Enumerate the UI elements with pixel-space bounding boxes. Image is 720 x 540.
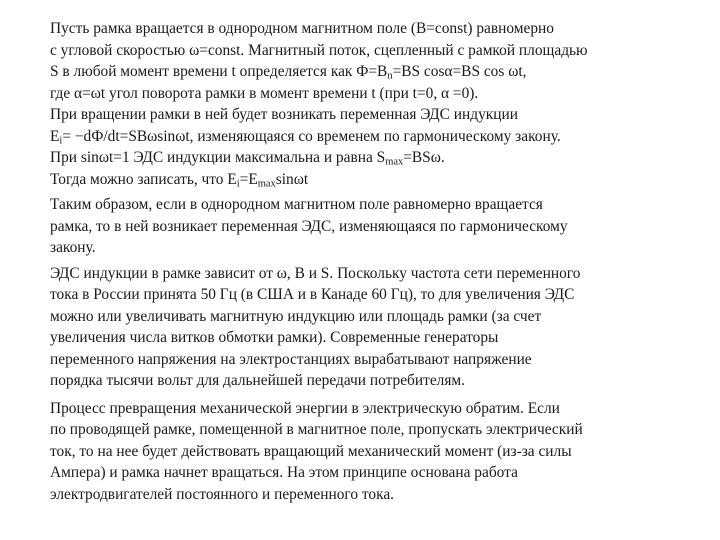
text-run: =BS cosα=BS cos ωt,	[392, 63, 527, 80]
text-line: можно или увеличивать магнитную индукцию или площадь рамки (за счет	[50, 307, 542, 325]
paragraph-conclusion	[50, 194, 690, 259]
text-line	[50, 147, 690, 169]
subscript: max	[257, 178, 276, 190]
text-line: порядка тысячи вольт для дальнейшей передачи потребителям.	[50, 372, 466, 389]
text-run: sinωt	[275, 170, 309, 188]
text-run: При sinωt=1 ЭДС индукции максимальна и равна S	[50, 149, 386, 166]
text-line: Пусть рамка вращается в однородном магнитном поле (B=const) равномерно	[50, 20, 554, 37]
paragraph-reversibility	[50, 398, 690, 506]
text-line: Процесс превращения механической энергии в электрическую обратим. Если	[50, 399, 560, 417]
text-line: Таким образом, если в однородном магнитном поле равномерно вращается	[50, 196, 543, 213]
text-line: тока в России принята 50 Гц (в США и в Канаде 60 Гц), то для увеличения ЭДС	[50, 286, 575, 303]
subscript: n	[387, 70, 393, 82]
text-run: =BSω.	[403, 149, 445, 166]
text-run: = −dФ/dt=SBωsinωt, изменяющаяся со временем по гармоническому закону.	[62, 127, 561, 145]
paragraph-emf-dependence	[50, 263, 690, 392]
text-run: Тогда можно записать, что E	[50, 170, 237, 188]
text-line	[50, 126, 690, 148]
text-line: где α=ωt угол поворота рамки в момент времени t (при t=0, α =0).	[50, 84, 479, 102]
text-run: =E	[239, 170, 258, 188]
text-line: электродвигателей постоянного и переменного тока.	[50, 485, 395, 503]
text-line: ток, то на нее будет действовать вращающий механический момент (из-за силы	[50, 442, 572, 460]
text-line: При вращении рамки в ней будет возникать переменная ЭДС индукции	[50, 106, 518, 123]
text-line	[50, 169, 690, 191]
text-line: рамка, то в ней возникает переменная ЭДС, изменяющаяся по гармоническому	[50, 217, 568, 235]
text-line: закону.	[50, 239, 96, 256]
text-line: увеличения числа витков обмотки рамки). Современные генераторы	[50, 329, 499, 346]
text-line: с угловой скоростью ω=const. Магнитный поток, сцепленный с рамкой площадью	[50, 41, 588, 59]
text-run: E	[50, 127, 60, 145]
text-run: S в любой момент времени t определяется как Ф=B	[50, 63, 388, 80]
text-line: переменного напряжения на электростанциях вырабатывают напряжение	[50, 350, 532, 368]
text-line: по проводящей рамке, помещенной в магнитное поле, пропускать электрический	[50, 421, 583, 438]
document-page	[50, 18, 690, 505]
text-line: Ампера) и рамка начнет вращаться. На этом принципе основана работа	[50, 464, 518, 481]
subscript: i	[59, 135, 63, 147]
text-line	[50, 61, 690, 83]
subscript: max	[385, 156, 404, 168]
text-line: ЭДС индукции в рамке зависит от ω, B и S. Поскольку частота сети переменного	[50, 264, 581, 282]
paragraph-rotating-frame	[50, 18, 690, 190]
subscript: i	[236, 178, 240, 190]
